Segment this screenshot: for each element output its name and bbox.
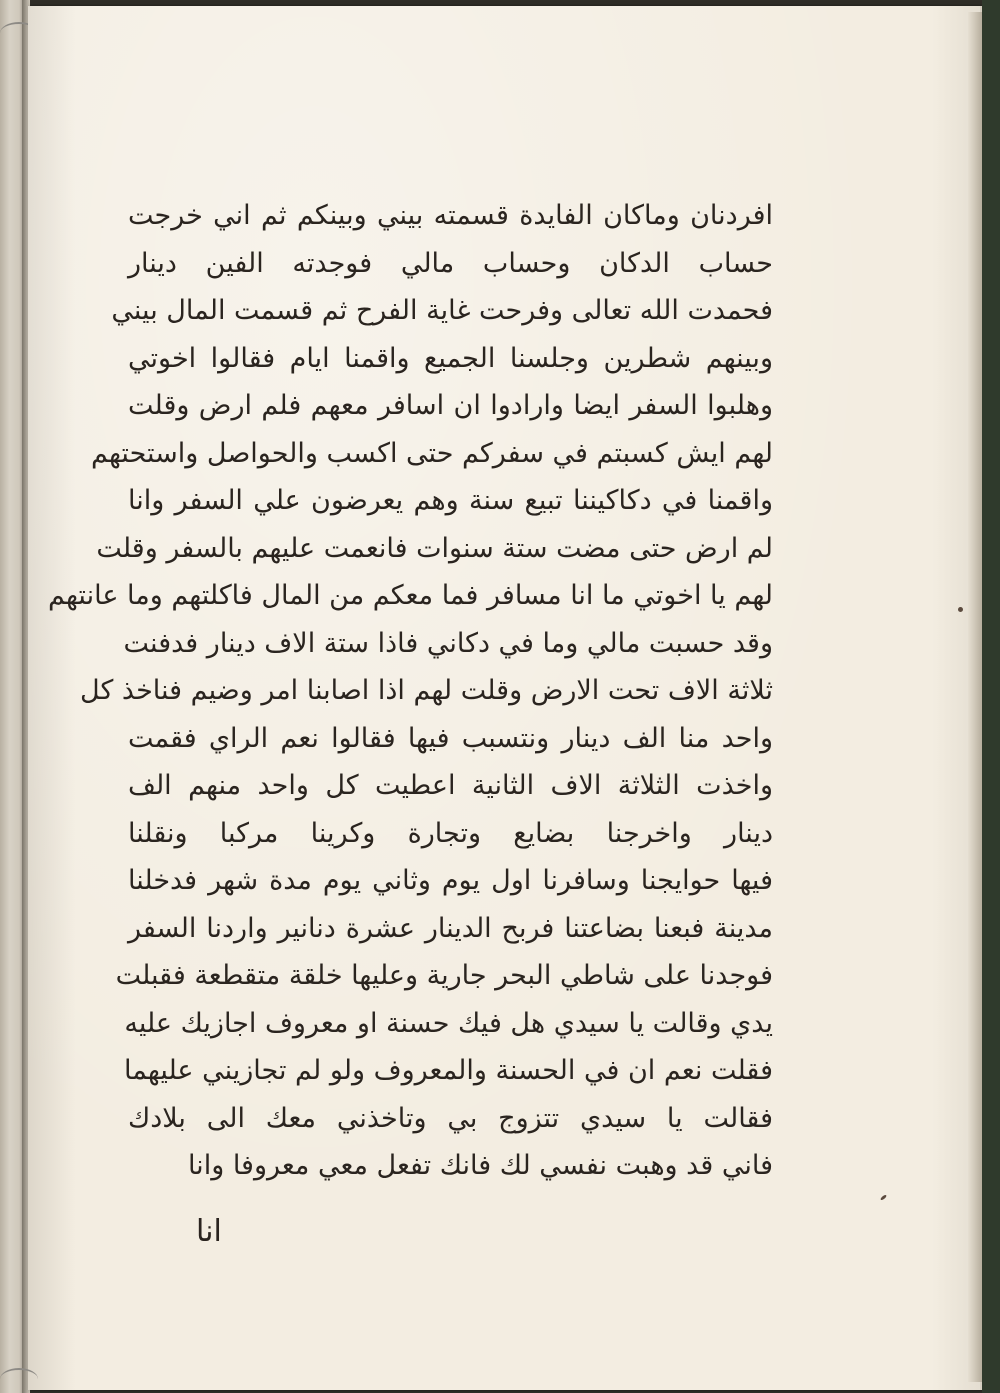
text-line: دينار واخرجنا بضايع وتجارة وكرينا مركبا ونقلنا <box>128 817 773 849</box>
text-line: فاني قد وهبت نفسي لك فانك تفعل معي معروفا وانا <box>187 1150 773 1181</box>
text-line: يدي وقالت يا سيدي هل فيك حسنة او معروف اجازيك عليه <box>124 1007 773 1039</box>
text-line: لهم يا اخوتي ما انا مسافر فما معكم من المال فاكلتهم وما عانتهم <box>48 580 773 611</box>
text-line: فوجدنا على شاطي البحر جارية وعليها خلقة متقطعة فقبلت <box>115 960 773 991</box>
text-line: لم ارض حتى مضت ستة سنوات فانعمت عليهم بالسفر وقلت <box>96 532 773 564</box>
manuscript-text-block <box>48 192 773 1190</box>
text-line: وهلبوا السفر ايضا وارادوا ان اسافر معهم فلم ارض وقلت <box>128 390 773 421</box>
text-line: لهم ايش كسبتم في سفركم حتى اكسب والحواصل واستحتهم <box>91 437 773 469</box>
text-line: ثلاثة الاف تحت الارض وقلت لهم اذا اصابنا امر وضيم فناخذ كل <box>80 675 773 706</box>
text-line: فيها حوايجنا وسافرنا اول يوم وثاني يوم مدة شهر فدخلنا <box>128 865 773 896</box>
catchword: انا <box>196 1214 222 1249</box>
background-board <box>982 0 1000 1393</box>
text-line: واخذت الثلاثة الاف الثانية اعطيت كل واحد منهم الف <box>128 770 773 801</box>
text-line: فقالت يا سيدي تتزوج بي وتاخذني معك الى بلادك <box>128 1102 773 1134</box>
binding-thread-bottom <box>0 1368 38 1390</box>
text-line: وبينهم شطرين وجلسنا الجميع واقمنا ايام فقالوا اخوتي <box>128 342 773 374</box>
text-line: وقد حسبت مالي وما في دكاني فاذا ستة الاف دينار فدفنت <box>123 627 773 659</box>
text-line: مدينة فبعنا بضاعتنا فربح الدينار عشرة دنانير واردنا السفر <box>128 912 773 944</box>
text-line: فقلت نعم ان في الحسنة والمعروف ولو لم تجازيني عليهما <box>124 1055 773 1086</box>
text-line: حساب الدكان وحساب مالي فوجدته الفين دينار <box>128 247 773 279</box>
facing-page-edge <box>0 0 24 1393</box>
text-line: افردنان وماكان الفايدة قسمته بيني وبينكم ثم اني خرجت <box>128 200 773 231</box>
ink-speck <box>958 607 963 612</box>
text-line: واحد منا الف دينار ونتسبب فيها فقالوا نعم الراي فقمت <box>128 722 773 754</box>
text-line: واقمنا في دكاكيننا تبيع سنة وهم يعرضون علي السفر وانا <box>128 485 773 516</box>
page-stack-edge <box>968 12 982 1382</box>
text-line: فحمدت الله تعالى وفرحت غاية الفرح ثم قسمت المال بيني <box>111 295 773 326</box>
